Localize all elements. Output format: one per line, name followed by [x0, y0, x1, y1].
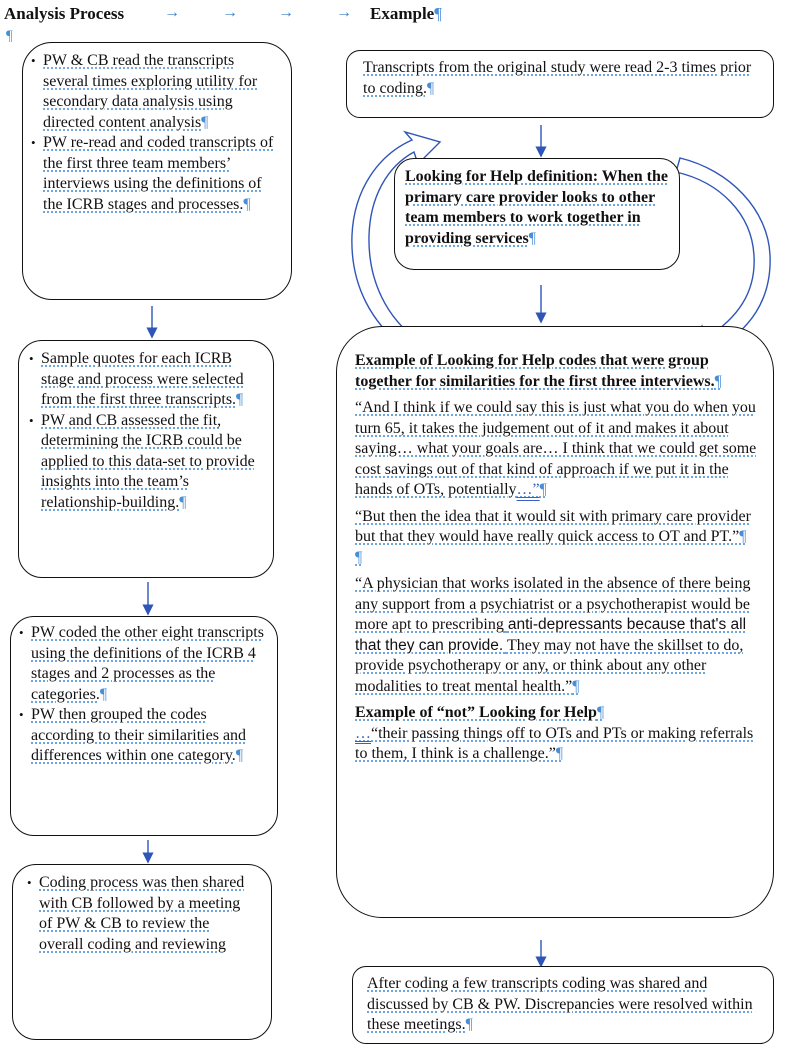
- step-4-item-1: Coding process was then shared with CB followed by a meeting of PW & CB to review the overall coding and reviewing: [39, 874, 245, 953]
- quote-3-text-a: “A physician that works isolated in the absence of there being any support from a psychiatrist or a psychotherapist would be more apt to prescribing: [355, 575, 751, 633]
- list-item: [29, 349, 265, 411]
- pilcrow-mark: ¶: [235, 747, 244, 764]
- pilcrow-mark: ¶: [355, 548, 363, 566]
- quote-1-text: “And I think if we could say this is just what you do when you turn 65, it takes the judgement out of it and makes it about saying… what your goals are… I think that we could get some cost savings out of that kind of approach if we put it in the hands of OTs, potentially: [355, 399, 757, 498]
- step-2-item-2: PW and CB assessed the fit, determining the ICRB could be applied to this data-set to provide insights into the team’s relationship-building.: [41, 411, 255, 511]
- codes-example-heading: [355, 351, 759, 392]
- pilcrow-mark: ¶: [596, 704, 605, 721]
- quote-3: [355, 574, 759, 697]
- list-item: [31, 133, 281, 215]
- step-1-item-2: PW re-read and coded transcripts of the first three team members’ interviews using the definitions of the ICRB stages and processes.: [43, 134, 274, 213]
- step-3-item-2: PW then grouped the codes according to their similarities and differences within one category.: [31, 706, 247, 764]
- tab-arrow-icon: →: [336, 4, 352, 21]
- not-quote-lead: …: [355, 724, 371, 742]
- tab-arrow-icon: →: [278, 4, 294, 21]
- example-step-2: [394, 158, 680, 270]
- example-step-4-text: After coding a few transcripts coding was shared and discussed by CB & PW. Discrepancies were resolved within these meetings.: [367, 975, 753, 1033]
- example-step-1-text: Transcripts from the original study were read 2-3 times prior to coding.: [363, 59, 752, 97]
- pilcrow-mark: ¶: [465, 1016, 473, 1033]
- tab-arrow-icon: →: [164, 4, 180, 21]
- pilcrow-mark: ¶: [201, 113, 209, 131]
- example-step-4: [352, 966, 774, 1044]
- looking-for-help-definition: Looking for Help definition: When the primary care provider looks to other team members to work together in providing services: [405, 168, 668, 247]
- pilcrow-mark: ¶: [714, 372, 722, 390]
- pilcrow-mark: ¶: [236, 391, 244, 408]
- not-looking-for-help-heading: Example of “not” Looking for Help: [355, 704, 597, 721]
- list-item: [29, 411, 265, 514]
- analysis-step-1: [22, 42, 292, 300]
- pilcrow-mark: ¶: [427, 79, 435, 97]
- quote-3-text-b: anti-depressants because that's all that they can provide.: [355, 616, 747, 654]
- analysis-step-3: [10, 616, 278, 836]
- quote-3-text-c: They may not have the skillset to do, provide psychotherapy or any, or think about any other modalities to treat mental health.”: [355, 636, 744, 695]
- example-step-3: [336, 326, 774, 918]
- tab-arrow-icon: →: [222, 4, 238, 21]
- analysis-step-2: [18, 340, 274, 578]
- analysis-step-4: [12, 864, 272, 1040]
- not-quote-text: “their passing things off to OTs and PTs or making referrals to them, I think is a challenge.”: [355, 724, 754, 762]
- pilcrow-mark: ¶: [99, 685, 108, 703]
- step-1-item-1: PW & CB read the transcripts several times exploring utility for secondary data analysis using directed content analysis: [43, 52, 258, 131]
- pilcrow-mark: ¶: [572, 677, 580, 695]
- pilcrow-mark: ¶: [539, 481, 547, 498]
- codes-example-heading-text: Example of Looking for Help codes that were group together for similarities for the first three interviews.: [355, 352, 715, 390]
- list-item: [31, 51, 281, 133]
- pilcrow-mark: ¶: [528, 229, 536, 247]
- step-2-item-1: Sample quotes for each ICRB stage and process were selected from the first three transcripts.: [41, 350, 244, 408]
- pilcrow-mark: ¶: [6, 28, 13, 44]
- analysis-process-heading: Analysis Process: [4, 4, 125, 23]
- list-item: [19, 705, 267, 767]
- example-step-1: [346, 50, 774, 118]
- pilcrow-mark: ¶: [555, 745, 564, 762]
- example-heading-text: Example: [370, 4, 435, 23]
- not-looking-for-help: [355, 703, 759, 765]
- quote-2: [355, 507, 759, 569]
- quote-1: [355, 398, 759, 501]
- list-item: [27, 873, 257, 955]
- list-item: [19, 623, 267, 705]
- pilcrow-mark: ¶: [434, 4, 442, 23]
- quote-2-text: “But then the idea that it would sit with primary care provider but that they would have really quick access to OT and PT.”: [355, 507, 751, 545]
- pilcrow-mark: ¶: [179, 493, 187, 511]
- step-3-item-1: PW coded the other eight transcripts using the definitions of the ICRB 4 stages and 2 processes as the categories.: [31, 624, 264, 703]
- pilcrow-mark: ¶: [243, 195, 251, 213]
- pilcrow-mark: ¶: [739, 528, 747, 545]
- quote-1-ellipsis: …”: [516, 481, 540, 498]
